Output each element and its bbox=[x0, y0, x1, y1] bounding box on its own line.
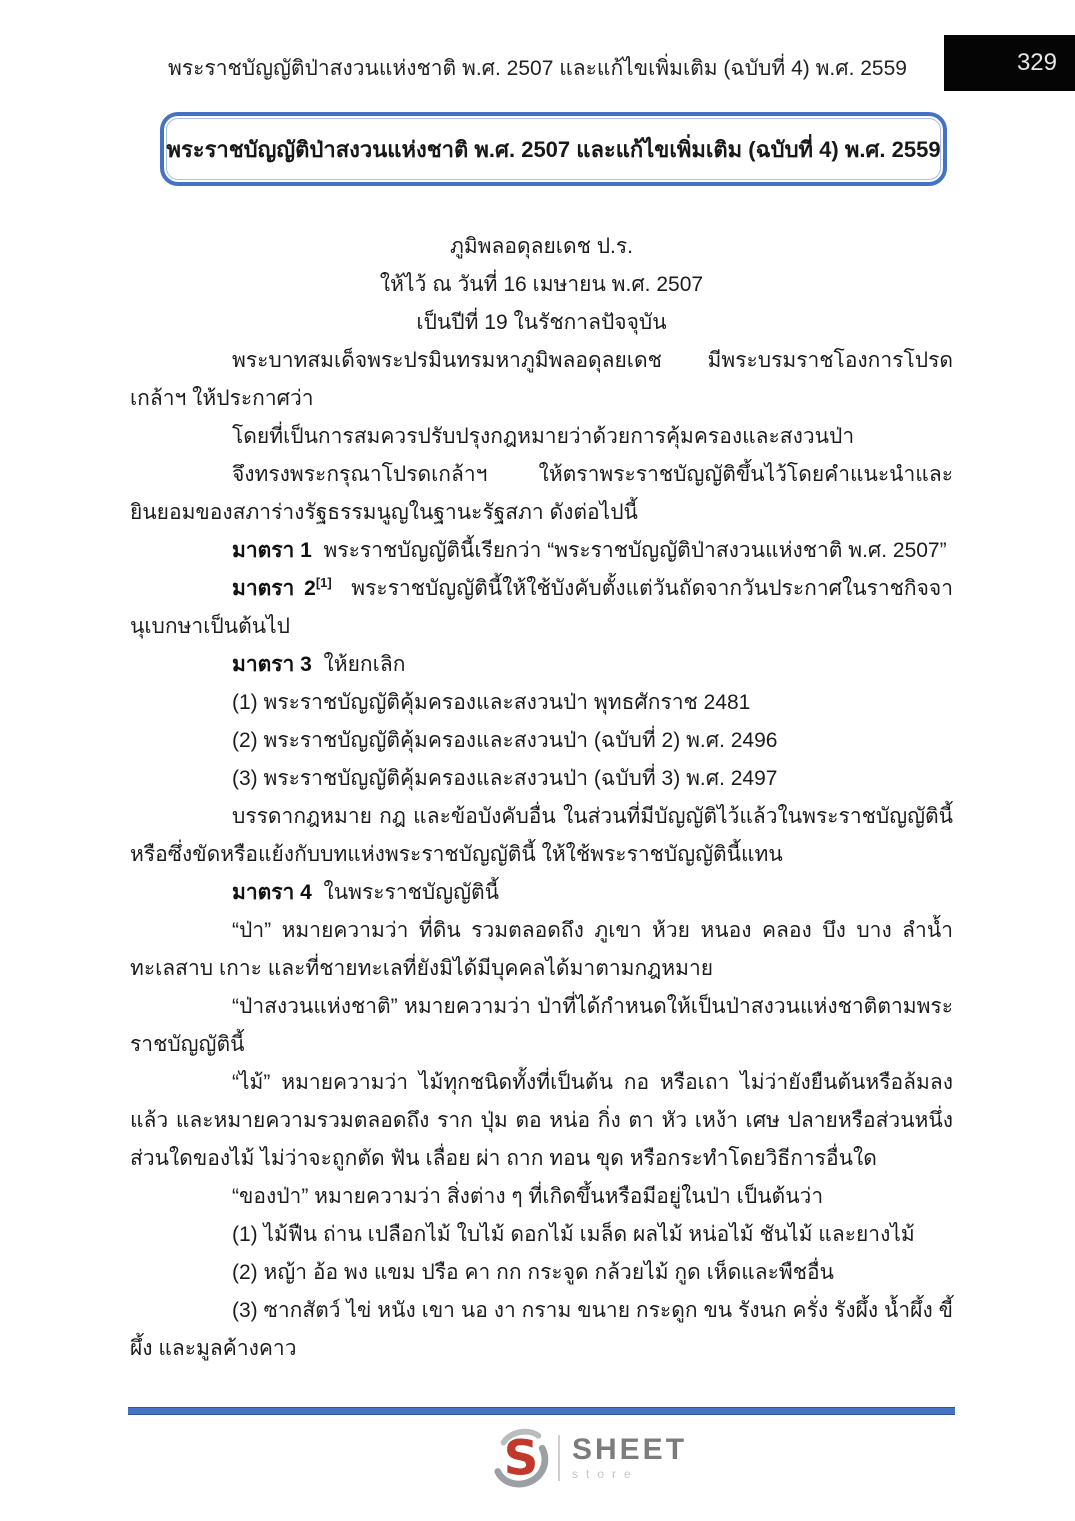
paragraph-text: (1) พระราชบัญญัติคุ้มครองและสงวนป่า พุทธศักราช 2481 bbox=[232, 691, 751, 714]
preamble-issuer: ภูมิพลอดุลยเดช ป.ร. bbox=[449, 235, 633, 258]
paragraph-text: (3) พระราชบัญญัติคุ้มครองและสงวนป่า (ฉบับที่ 3) พ.ศ. 2497 bbox=[232, 767, 778, 790]
paragraph-text: ในพระราชบัญญัตินี้ bbox=[311, 881, 499, 904]
paragraph-text: บรรดากฎหมาย กฎ และข้อบังคับอื่น ในส่วนที่มีบัญญัติไว้แล้วในพระราชบัญญัตินี้ หรือซึ่งขัดหรือแย้งกับบทแห่งพระราชบัญญัตินี้ ให้ใช้พระราชบัญญัตินี้แทน bbox=[130, 805, 953, 866]
paragraph-text: “ป่าสงวนแห่งชาติ” หมายความว่า ป่าที่ได้กำหนดให้เป็นป่าสงวนแห่งชาติตามพระราชบัญญัตินี้ bbox=[130, 995, 953, 1056]
footnote-ref-1: [1] bbox=[315, 575, 332, 590]
section-2-paragraph bbox=[130, 570, 953, 646]
paragraph bbox=[130, 418, 953, 456]
section-3-label: มาตรา 3 bbox=[232, 653, 312, 676]
logo-brand-text: SHEET bbox=[572, 1433, 688, 1466]
section-4-paragraph bbox=[130, 874, 953, 912]
paragraph-text: (2) หญ้า อ้อ พง แขม ปรือ คา กก กระจูด กล้วยไม้ กูด เห็ดและพืชอื่น bbox=[232, 1261, 834, 1284]
logo-text-block bbox=[572, 1435, 687, 1481]
paragraph bbox=[130, 798, 953, 874]
paragraph-text: จึงทรงพระกรุณาโปรดเกล้าฯ ให้ตราพระราชบัญญัติขึ้นไว้โดยคำแนะนำและยินยอมของสภาร่างรัฐธรรมนูญในฐานะรัฐสภา ดังต่อไปนี้ bbox=[130, 463, 953, 524]
definition-paragraph bbox=[130, 912, 953, 988]
paragraph-text: “ของป่า” หมายความว่า สิ่งต่าง ๆ ที่เกิดขึ้นหรือมีอยู่ในป่า เป็นต้นว่า bbox=[232, 1185, 824, 1208]
list-item bbox=[130, 1254, 953, 1292]
sheet-store-logo bbox=[492, 1427, 687, 1489]
paragraph bbox=[130, 456, 953, 532]
paragraph-text: (1) ไม้ฟืน ถ่าน เปลือกไม้ ใบไม้ ดอกไม้ เมล็ด ผลไม้ หน่อไม้ ชันไม้ และยางไม้ bbox=[232, 1223, 915, 1246]
preamble-reign: เป็นปีที่ 19 ในรัชกาลปัจจุบัน bbox=[416, 311, 667, 334]
paragraph bbox=[130, 342, 953, 418]
list-item bbox=[130, 1216, 953, 1254]
logo-s-icon bbox=[492, 1427, 550, 1489]
definition-paragraph bbox=[130, 1064, 953, 1178]
paragraph-text: “ไม้” หมายความว่า ไม้ทุกชนิดทั้งที่เป็นต้น กอ หรือเถา ไม่ว่ายังยืนต้นหรือล้มลงแล้ว และหมายความรวมตลอดถึง ราก ปุ่ม ตอ หน่อ กิ่ง ตา หัว เหง้า เศษ ปลายหรือส่วนหนึ่งส่วนใดของไม้ ไม่ว่าจะถูกตัด ฟัน เลื่อย ผ่า ถาก ทอน ขุด หรือกระทำโดยวิธีการอื่นใด bbox=[130, 1071, 953, 1170]
list-item bbox=[130, 684, 953, 722]
definition-paragraph bbox=[130, 988, 953, 1064]
section-1-label: มาตรา 1 bbox=[232, 539, 312, 562]
running-title: พระราชบัญญัติป่าสงวนแห่งชาติ พ.ศ. 2507 และแก้ไขเพิ่มเติม (ฉบับที่ 4) พ.ศ. 2559 bbox=[168, 57, 907, 80]
section-1-paragraph bbox=[130, 532, 953, 570]
list-item bbox=[130, 1292, 953, 1368]
definition-paragraph bbox=[130, 1178, 953, 1216]
list-item bbox=[130, 722, 953, 760]
section-3-paragraph bbox=[130, 646, 953, 684]
paragraph-text: “ป่า” หมายความว่า ที่ดิน รวมตลอดถึง ภูเขา ห้วย หนอง คลอง บึง บาง ลำน้ำ ทะเลสาบ เกาะ และที่ชายทะเลที่ยังมิได้มีบุคคลได้มาตามกฎหมาย bbox=[130, 919, 953, 980]
logo-sub-text: store bbox=[572, 1467, 639, 1481]
page-number: 329 bbox=[1016, 49, 1057, 76]
act-title-box bbox=[160, 112, 947, 186]
paragraph-text: (3) ซากสัตว์ ไข่ หนัง เขา นอ งา กราม ขนาย กระดูก ขน รังนก ครั่ง รังผึ้ง น้ำผึ้ง ขี้ผึ้ง และมูลค้างคาว bbox=[130, 1299, 953, 1360]
document-body bbox=[130, 228, 953, 1368]
list-item bbox=[130, 760, 953, 798]
paragraph-text: ให้ยกเลิก bbox=[311, 653, 406, 676]
section-4-label: มาตรา 4 bbox=[232, 881, 312, 904]
paragraph-text: พระราชบัญญัตินี้ให้ใช้บังคับตั้งแต่วันถัดจากวันประกาศในราชกิจจานุเบกษาเป็นต้นไป bbox=[130, 577, 954, 638]
paragraph-text: พระบาทสมเด็จพระปรมินทรมหาภูมิพลอดุลยเดช มีพระบรมราชโองการโปรดเกล้าฯ ให้ประกาศว่า bbox=[130, 349, 953, 410]
act-title: พระราชบัญญัติป่าสงวนแห่งชาติ พ.ศ. 2507 และแก้ไขเพิ่มเติม (ฉบับที่ 4) พ.ศ. 2559 bbox=[166, 136, 941, 162]
footer-divider-line bbox=[128, 1407, 955, 1415]
page-number-box bbox=[944, 35, 1075, 91]
preamble-date: ให้ไว้ ณ วันที่ 16 เมษายน พ.ศ. 2507 bbox=[379, 273, 704, 296]
paragraph-text: (2) พระราชบัญญัติคุ้มครองและสงวนป่า (ฉบับที่ 2) พ.ศ. 2496 bbox=[232, 729, 778, 752]
paragraph-text: พระราชบัญญัตินี้เรียกว่า “พระราชบัญญัติป่าสงวนแห่งชาติ พ.ศ. 2507” bbox=[311, 539, 947, 562]
logo-letter: S bbox=[503, 1430, 539, 1487]
logo-divider bbox=[558, 1435, 560, 1481]
section-2-label: มาตรา 2 bbox=[232, 577, 316, 600]
paragraph-text: โดยที่เป็นการสมควรปรับปรุงกฎหมายว่าด้วยการคุ้มครองและสงวนป่า bbox=[232, 425, 855, 448]
